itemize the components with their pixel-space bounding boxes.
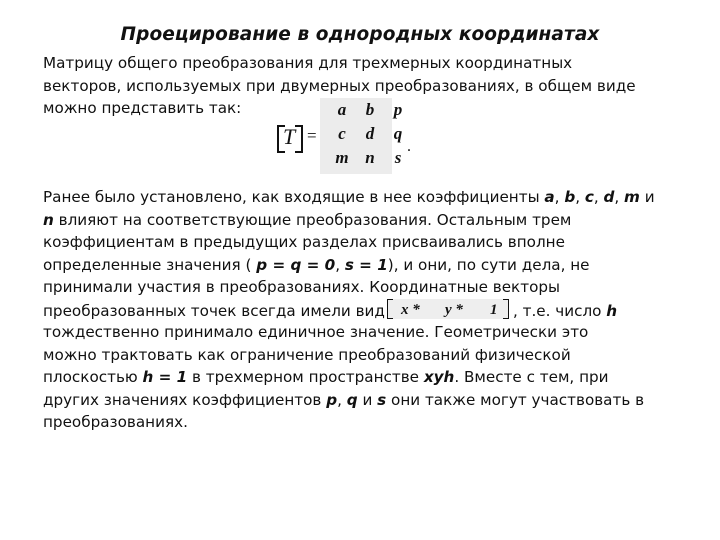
text: , <box>575 188 585 206</box>
body-paragraph <box>43 186 655 434</box>
body-line-5: принимали участия в преобразованиях. Координатные векторы <box>43 278 561 296</box>
slide-title: Проецирование в однородных координатах <box>120 24 600 45</box>
matrix-cells <box>328 100 412 172</box>
coef-h: h <box>606 301 618 320</box>
matrix-period: . <box>407 138 411 155</box>
bracket-right <box>295 125 303 153</box>
text: других значениях коэффициентов <box>43 390 327 409</box>
coef-s: s <box>377 390 387 409</box>
text: они также могут участвовать в <box>386 390 645 409</box>
text: и <box>639 188 655 206</box>
vector-one: 1 <box>489 301 498 318</box>
vector-bracket-left <box>387 299 393 319</box>
matrix-label: T <box>283 124 296 149</box>
vector-x: x * <box>400 301 420 318</box>
matrix-cell: s <box>394 148 402 167</box>
coef-b: b <box>564 188 576 206</box>
vector-bracket-right <box>503 299 509 319</box>
body-line-6 <box>43 299 655 322</box>
matrix-cell: d <box>365 124 375 143</box>
text: плоскостью <box>43 368 143 386</box>
transformation-matrix <box>277 98 417 178</box>
matrix-cell: a <box>337 100 347 119</box>
matrix-equals: = <box>307 126 317 145</box>
coef-c: c <box>584 188 594 206</box>
expr-s1: s = 1 <box>344 255 388 274</box>
text: влияют на соответствующие преобразования. Остальным трем <box>53 210 572 229</box>
body-line-3: коэффициентам в предыдущих разделах присваивались вполне <box>43 233 565 251</box>
coef-m: m <box>624 188 640 206</box>
matrix-cell: n <box>365 148 375 167</box>
intro-line-3: можно представить так: <box>43 99 242 117</box>
body-line-9 <box>43 366 655 389</box>
body-line-10 <box>43 389 655 412</box>
intro-line-1: Матрицу общего преобразования для трехмерных координатных <box>43 54 573 72</box>
coef-p: p <box>326 390 338 409</box>
text: преобразованных точек всегда имели вид <box>43 301 385 320</box>
body-line-11: преобразованиях. <box>43 413 188 431</box>
body-line-1 <box>43 186 655 209</box>
coef-d: d <box>603 188 615 206</box>
text: . Вместе с тем, при <box>454 368 609 386</box>
text: , <box>554 188 565 206</box>
coef-n: n <box>43 210 54 229</box>
expr-h1: h = 1 <box>142 368 188 386</box>
text: , <box>337 390 347 409</box>
body-line-7: тождественно принимало единичное значение. Геометрически это <box>43 323 589 341</box>
coef-q: q <box>346 390 358 409</box>
text: , т.е. число <box>512 301 607 320</box>
matrix-cell: c <box>338 124 346 143</box>
expr-pq0: p = q = 0 <box>256 255 336 274</box>
matrix-cell: p <box>393 100 403 119</box>
body-line-2 <box>43 209 655 232</box>
intro-line-2: векторов, используемых при двумерных преобразованиях, в общем виде <box>43 76 636 95</box>
vector-y: y * <box>444 301 463 318</box>
text: в трехмерном пространстве <box>187 368 424 386</box>
matrix-cell: m <box>335 148 349 167</box>
body-line-4 <box>43 254 655 277</box>
matrix-cell: b <box>365 100 375 119</box>
point-vector <box>387 299 509 319</box>
text: ), и они, по сути дела, не <box>387 255 590 274</box>
text: , <box>614 188 625 206</box>
text: , <box>593 188 604 206</box>
matrix-cell: q <box>393 124 403 143</box>
text: и <box>357 390 378 409</box>
text: определенные значения ( <box>43 255 257 274</box>
text: Ранее было установлено, как входящие в нее коэффициенты <box>43 188 545 206</box>
coef-a: a <box>544 188 555 206</box>
space-xyh: xyh <box>423 368 455 386</box>
text: , <box>335 255 345 274</box>
body-line-8: можно трактовать как ограничение преобразований физической <box>43 345 571 364</box>
